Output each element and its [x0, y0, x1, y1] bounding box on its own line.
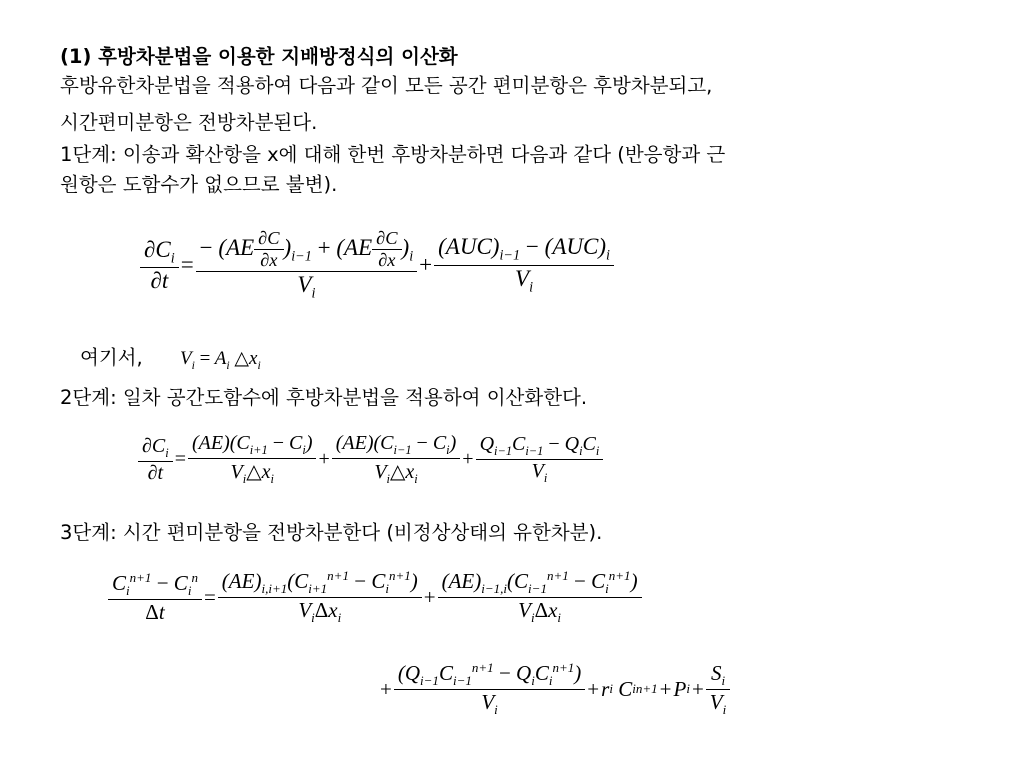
section-heading: (1) 후방차분법을 이용한 지배방정식의 이산화 [60, 45, 458, 68]
where-label: 여기서, [80, 346, 143, 369]
intro-line-2: 시간편미분항은 전방차분된다. [60, 111, 318, 134]
equation-2: $\frac{\partial C_i}{\partial t}$ = $\frac{(AE)(C_{i+1} - C_i)}{V_i\triangle x_i}$ + $\frac{(AE)(C_{i-1} - C_i)}{V_i\triangle x_i}$ + $\frac{Q_{i-1}C_{i-1} - Q_iC_i}{V_i}$ [138, 432, 603, 487]
step2-line: 2단계: 일차 공간도함수에 후방차분법을 적용하여 이산화한다. [60, 386, 588, 409]
equation-3-line-2: + $\frac{(Q_{i-1}C_{i-1}^{n+1} - Q_iC_i^{n+1})}{V_i}$ + r i C i n+1 + P i + $\frac{S_i}{V_i}$ [378, 660, 730, 718]
step1-line-1: 1단계: 이송과 확산항을 x에 대해 한번 후방차분하면 다음과 같다 (반응항과 근 [60, 143, 726, 166]
step3-line: 3단계: 시간 편미분항을 전방차분한다 (비정상상태의 유한차분). [60, 521, 603, 544]
equation-volume: $V_i = A_i$ $\triangle x_i$ [180, 348, 261, 372]
equation-3-line-1: $\frac{C_i^{n+1} - C_i^n}{\Delta t}$ = $\frac{(AE)_{i,i+1}(C_{i+1}^{n+1} - C_i^{n+1})}{V_i\Delta x_i}$ + $\frac{(AE)_{i-1,i}(C_{i-1}^{n+1} - C_i^{n+1})}{V_i\Delta x_i}$ [108, 568, 642, 626]
intro-line-1: 후방유한차분법을 적용하여 다음과 같이 모든 공간 편미분항은 후방차분되고, [60, 74, 713, 97]
step1-line-2: 원항은 도함수가 없으므로 불변). [60, 173, 338, 196]
equation-1: $\frac{\partial C_i}{\partial t}$ = − (AE $\frac{\partial C}{\partial x}$ )$_{i-1} + (AE$ $\frac{\partial C}{\partial x}$ )$_i$ $V_i$ + $\frac{(AUC)_{i-1} - (AUC)_i}{V_i}$ [140, 228, 614, 303]
